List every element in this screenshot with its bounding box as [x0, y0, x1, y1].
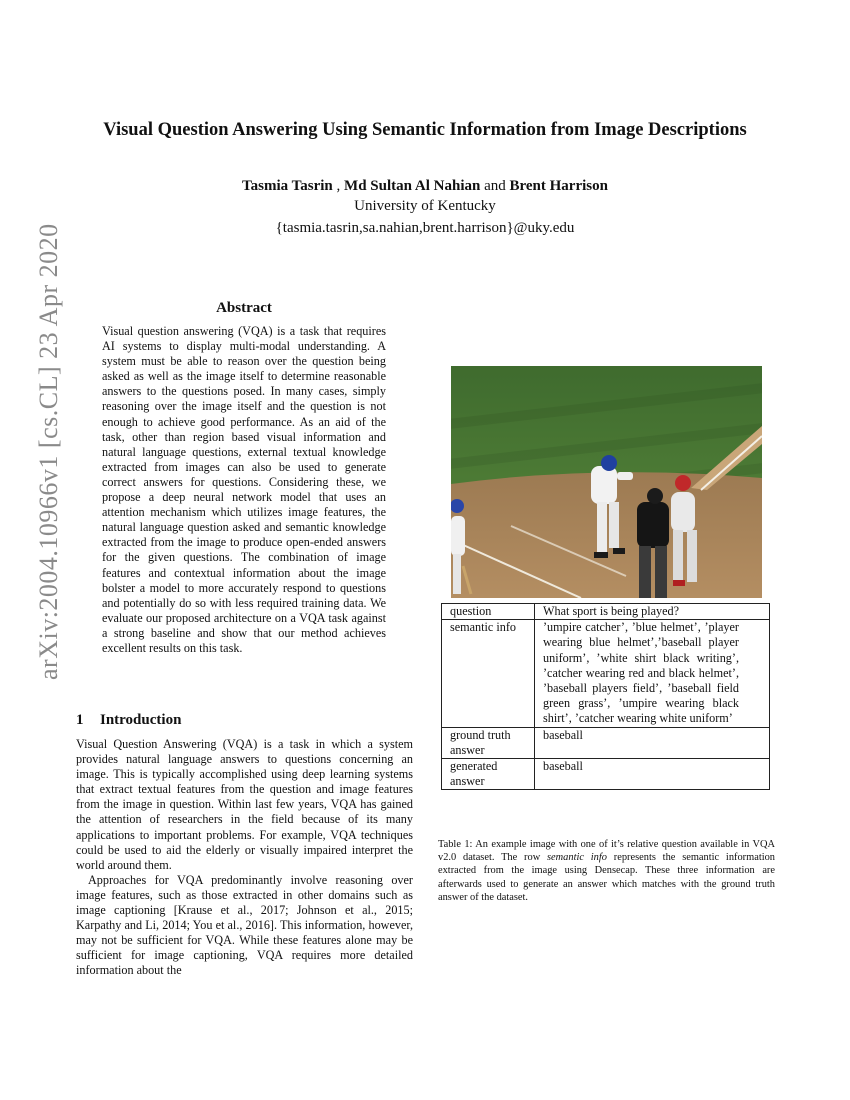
- author-name: Tasmia Tasrin: [242, 178, 333, 194]
- paper-title: Visual Question Answering Using Semantic Information from Image Descriptions: [103, 120, 747, 140]
- table-key: semantic info: [442, 620, 535, 727]
- section-title: Introduction: [100, 712, 182, 728]
- arxiv-stamp: arXiv:2004.10966v1 [cs.CL] 23 Apr 2020: [34, 223, 63, 680]
- table-row: [442, 727, 770, 758]
- abstract-text: Visual question answering (VQA) is a task that requires AI systems to display multi-modal understanding. A system must be able to reason over the question being asked as well as the image itself to determine reasonable answers to the questions posed. In many cases, simply reasoning over the image itself and the question is not enough to achieve good performance. As an aid of the task, other than region based visual information and natural language questions, external textual knowledge extracted from images can also be used to generate correct answers for questions. Considering these, we propose a deep neural network model that uses an attention mechanism which utilizes image features, the natural language question asked and semantic knowledge extracted from the image to produce open-ended answers for the given questions. The combination of image features and contextual information about the image bolster a model to more accurately respond to questions and potentially do so with less required training data. We evaluate our proposed architecture on a VQA task against a strong baseline and show that our method achieves excellent results on this task.: [102, 324, 386, 655]
- caption-label: Table 1:: [438, 839, 473, 850]
- table-value: baseball: [535, 759, 770, 790]
- author-emails: {tasmia.tasrin,sa.nahian,brent.harrison}@uky.edu: [275, 220, 575, 236]
- table-row: [442, 604, 770, 620]
- caption-text: An example image with one of it’s relative question available in VQA v2.0 dataset. The row: [438, 839, 776, 864]
- affiliation: University of Kentucky: [354, 198, 496, 214]
- author-name: Md Sultan Al Nahian: [344, 178, 481, 194]
- abstract-heading: Abstract: [216, 300, 272, 316]
- blue-helmet: [601, 455, 617, 471]
- example-table: [441, 603, 770, 790]
- table-row: [442, 759, 770, 790]
- introduction-body: [76, 737, 413, 979]
- red-helmet: [675, 475, 691, 491]
- author-separator: and: [480, 178, 510, 194]
- table-key: generated answer: [442, 759, 535, 790]
- table-value: What sport is being played?: [535, 604, 770, 620]
- table-key: question: [442, 604, 535, 620]
- caption-emphasis: semantic info: [547, 852, 607, 864]
- caption-text: represents the semantic information extracted from the image using Densecap. These three information are afterwards used to generate an answer which matches with the ground truth answer of the dataset.: [438, 852, 775, 903]
- table-caption: [438, 838, 775, 904]
- table-row: [442, 620, 770, 727]
- table-value: ’umpire catcher’, ’blue helmet’, ’player wearing blue helmet’,’baseball player uniform’, ’white shirt black writing’, ’catcher wearing red and black helmet’, ’baseball players field’, ’baseball field green grass’, ’umpire wearing black shirt’, ’catcher wearing white uniform’: [535, 620, 770, 727]
- author-name: Brent Harrison: [509, 178, 608, 194]
- table-value: baseball: [535, 727, 770, 758]
- author-separator: ,: [332, 178, 345, 194]
- table-key: ground truth answer: [442, 727, 535, 758]
- paragraph: Approaches for VQA predominantly involve reasoning over image features, such as those extracted in other domains such as image captioning [Krause et al., 2017; Johnson et al., 2015; Karpathy and Li, 2014; You et al., 2016]. This information, however, may not be sufficient for VQA. While these features alone may be sufficient for image captioning, VQA requires more detailed information about the: [76, 872, 413, 978]
- author-list: [40, 178, 810, 195]
- section-heading: [76, 712, 181, 729]
- baseball-photo: [451, 366, 762, 598]
- paragraph: Visual Question Answering (VQA) is a task in which a system provides natural language answers to questions concerning an image. This is typically accomplished using deep learning systems that extract textual features from the question and image features from the image in question. Within last few years, VQA has gained the attention of researchers in the field because of its many applications to important problems. For example, VQA techniques could be used to aid the elderly or visually impaired interpret the world around them.: [76, 737, 413, 872]
- section-number: 1: [76, 712, 84, 728]
